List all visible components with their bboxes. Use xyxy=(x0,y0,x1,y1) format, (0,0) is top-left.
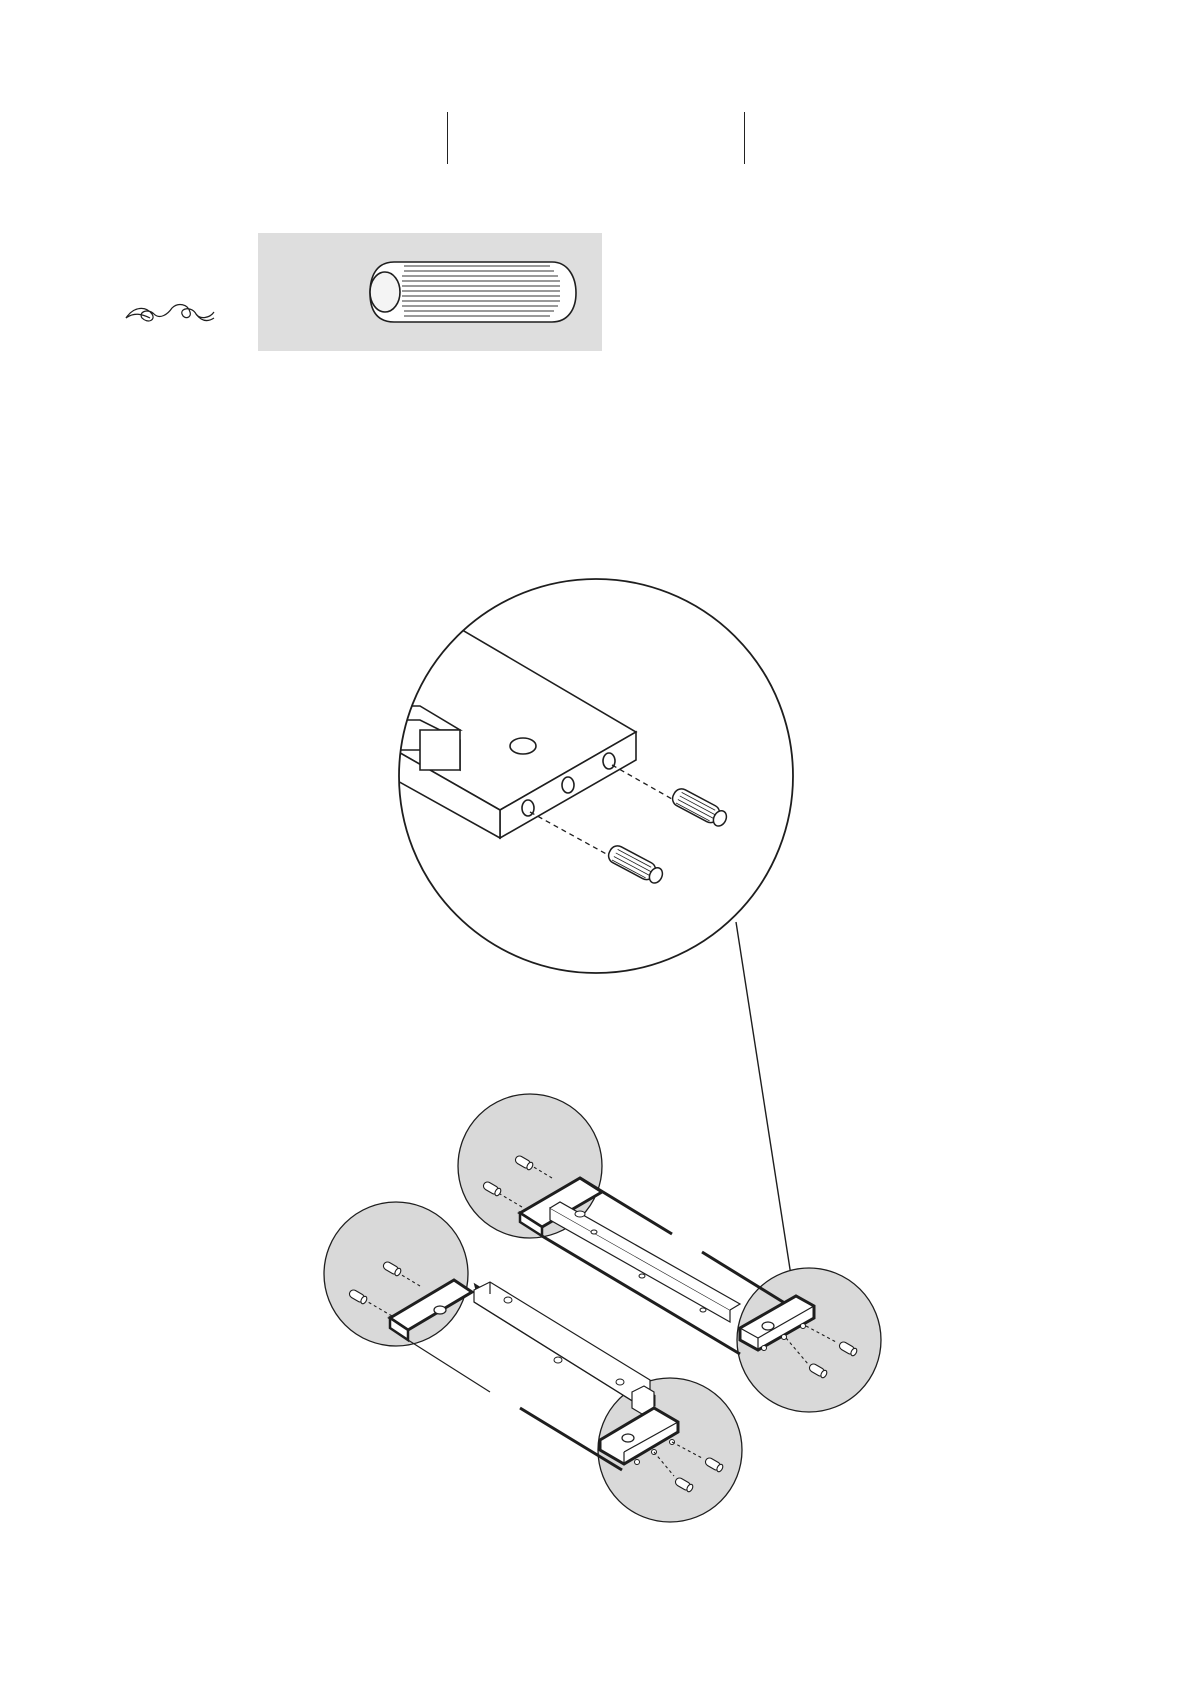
magnified-board-end-with-dowels-icon xyxy=(360,560,820,990)
leader-line xyxy=(736,922,792,1282)
two-rails-with-dowels-icon xyxy=(324,1094,881,1522)
